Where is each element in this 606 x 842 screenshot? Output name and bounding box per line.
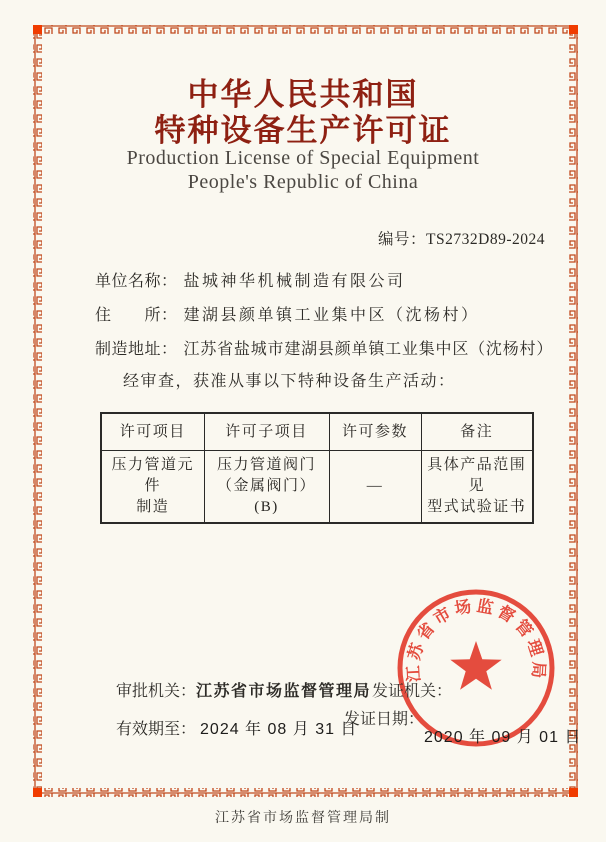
license-number-value: TS2732D89-2024 — [426, 231, 545, 248]
header-license-item: 许可项目 — [101, 413, 204, 451]
cell-license-subitem — [204, 451, 329, 524]
license-number-label: 编号： — [378, 231, 427, 248]
approval-statement: 经审查，获准从事以下特种设备生产活动： — [123, 373, 456, 390]
header-remark: 备注 — [421, 413, 533, 451]
address-value: 建湖县颜单镇工业集中区（沈杨村） — [183, 307, 480, 324]
approval-authority-label: 审批机关： — [116, 683, 197, 700]
remark-line1: 具体产品范围见 — [427, 457, 527, 494]
license-subitem-line2: （金属阀门）(B) — [216, 478, 316, 515]
manufacture-address-value: 江苏省盐城市建湖县颜单镇工业集中区（沈杨村） — [183, 341, 554, 358]
seal-text: 江苏省市场监督管理局 — [404, 596, 548, 683]
title-cn-line1: 中华人民共和国 — [187, 77, 419, 112]
approval-authority-row — [116, 681, 371, 703]
valid-until-date: 2024 年 08 月 31 日 — [200, 721, 358, 738]
title-cn-line2: 特种设备生产许可证 — [154, 113, 452, 148]
manufacture-address-row — [95, 339, 553, 361]
company-name-value: 盐城神华机械制造有限公司 — [183, 273, 406, 290]
title-en-line1: Production License of Special Equipment — [126, 147, 480, 169]
address-label: 住 所： — [95, 307, 178, 324]
header-license-subitem: 许可子项目 — [204, 413, 329, 451]
issue-date-value: 2020 年 09 月 01 日 — [424, 729, 582, 746]
company-name-label: 单位名称： — [95, 273, 178, 290]
title-en-line2: People's Republic of China — [187, 171, 419, 193]
cell-remark — [421, 451, 533, 524]
valid-until-row — [116, 719, 357, 741]
header-license-parameter: 许可参数 — [329, 413, 421, 451]
address-row — [95, 305, 480, 327]
license-subitem-line1: 压力管道阀门 — [216, 457, 316, 473]
issue-date-label: 发证日期： — [344, 711, 425, 728]
table-row — [101, 451, 533, 524]
issuing-authority-label: 发证机关： — [372, 683, 453, 700]
company-name-row — [95, 271, 406, 293]
footer-issuer: 江苏省市场监督管理局制 — [215, 811, 391, 826]
approval-authority-value: 江苏省市场监督管理局 — [196, 683, 372, 700]
license-number-line — [378, 227, 545, 249]
star-icon — [450, 641, 501, 690]
valid-until-label: 有效期至： — [116, 721, 197, 738]
license-item-line1: 压力管道元件 — [111, 457, 194, 494]
license-table — [100, 412, 534, 524]
license-item-line2: 制造 — [136, 499, 170, 515]
manufacture-address-label: 制造地址： — [95, 341, 178, 358]
cell-license-parameter: — — [329, 451, 421, 524]
cell-license-item — [101, 451, 204, 524]
remark-line2: 型式试验证书 — [427, 499, 527, 515]
table-header-row — [101, 413, 533, 451]
